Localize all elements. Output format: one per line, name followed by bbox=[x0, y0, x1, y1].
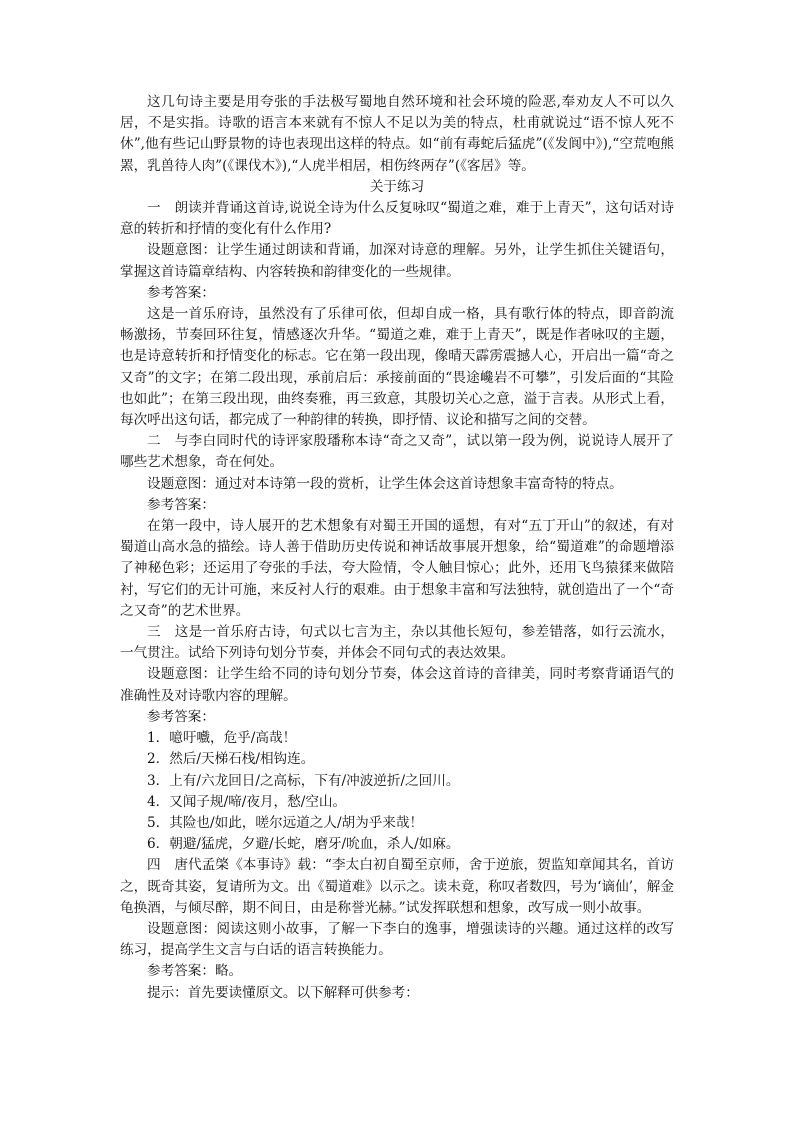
exercise-1-question: 一 朗读并背诵这首诗,说说全诗为什么反复咏叹“蜀道之难，难于上青天”，这句话对诗意的转折和抒情的变化有什么作用? bbox=[120, 200, 674, 238]
answer-line: 5．其险也/如此，嗟尔远道之人/胡为乎来哉！ bbox=[147, 814, 424, 831]
intro-paragraph: 这几句诗主要是用夸张的手法极写蜀地自然环境和社会环境的险恶,奉劝友人不可以久居，不是实指。诗歌的语言本来就有不惊人不足以为美的特点，杜甫就说过“语不惊人死不休”,他有些记山野景物的诗也表现出这样的特点。如“前有毒蛇后猛虎”(《发阆中》),“空荒咆熊罴，乳兽待人肉”(《课伐木》),“人虎半相居，相伤终两存”(《客居》等。 bbox=[120, 94, 674, 174]
exercise-2-answer-label: 参考答案： bbox=[147, 496, 215, 513]
exercise-2-intent: 设题意图：通过对本诗第一段的赏析，让学生体会这首诗想象丰富奇特的特点。 bbox=[147, 475, 623, 492]
exercise-1-answer-label: 参考答案： bbox=[147, 284, 215, 301]
document-page bbox=[120, 92, 674, 1004]
section-heading: 关于练习 bbox=[369, 178, 425, 195]
exercise-3-answer-label: 参考答案： bbox=[147, 708, 215, 725]
answer-line: 4．又闻子规/啼/夜月，愁/空山。 bbox=[147, 793, 347, 810]
exercise-1-intent: 设题意图：让学生通过朗读和背诵，加深对诗意的理解。另外，让学生抓住关键语句，掌握这首诗篇章结构、内容转换和韵律变化的一些规律。 bbox=[120, 242, 674, 280]
exercise-3-question: 三 这是一首乐府古诗，句式以七言为主，杂以其他长短句，参差错落，如行云流水，一气贯注。试给下列诗句划分节奏，并体会不同句式的表达效果。 bbox=[120, 624, 674, 662]
answer-line: 1．噫吁嚱，危乎/高哉！ bbox=[147, 730, 297, 747]
answer-line: 6．朝避/猛虎，夕避/长蛇，磨牙/吮血，杀人/如麻。 bbox=[147, 836, 460, 853]
answer-line: 2．然后/天梯石栈/相钩连。 bbox=[147, 751, 315, 768]
exercise-1-answer: 这是一首乐府诗，虽然没有了乐律可依，但却自成一格，具有歌行体的特点，即音韵流畅激扬，节奏回环往复，情感逐次升华。“蜀道之难，难于上青天”，既是作者咏叹的主题，也是诗意转折和抒情变化的标志。它在第一段出现，像晴天霹雳震撼人心，开启出一篇“奇之又奇”的文字；在第二段出现，承前启后：承接前面的“畏途巉岩不可攀”，引发后面的“其险也如此”；在第三段出现，曲终奏雅，再三致意，其殷切关心之意，溢于言表。从形式上看，每次呼出这句话，都完成了一种韵律的转换，即抒情、议论和描写之间的交替。 bbox=[120, 306, 674, 429]
exercise-4-question: 四 唐代孟棨《本事诗》载：“李太白初自蜀至京师，舍于逆旅，贺监知章闻其名，首访之，既奇其姿，复请所为文。出《蜀道难》以示之。读未竟，称叹者数四，号为‘谪仙’，解金龟换酒，与倾尽醉，期不间日，由是称誉光赫。”试发挥联想和想象，改写成一则小故事。 bbox=[120, 857, 674, 916]
exercise-4-hint: 提示：首先要读懂原文。以下解释可供参考： bbox=[147, 984, 419, 1001]
exercise-3-intent: 设题意图：让学生给不同的诗句划分节奏，体会这首诗的音律美，同时考察背诵语气的准确性及对诗歌内容的理解。 bbox=[120, 666, 674, 704]
exercise-2-question: 二 与李白同时代的诗评家殷璠称本诗“奇之又奇”，试以第一段为例，说说诗人展开了哪些艺术想象，奇在何处。 bbox=[120, 433, 674, 471]
exercise-4-intent: 设题意图：阅读这则小故事，了解一下李白的逸事，增强读诗的兴趣。通过这样的改写练习，提高学生文言与白话的语言转换能力。 bbox=[120, 920, 674, 959]
exercise-4-answer: 参考答案：略。 bbox=[147, 963, 243, 980]
answer-line: 3．上有/六龙回日/之高标，下有/冲波逆折/之回川。 bbox=[147, 772, 460, 789]
exercise-2-answer: 在第一段中，诗人展开的艺术想象有对蜀王开国的遥想，有对“五丁开山”的叙述，有对蜀道山高水急的描绘。诗人善于借助历史传说和神话故事展开想象，给“蜀道难”的命题增添了神秘色彩；还运用了夸张的手法，夸大险情，令人触目惊心；此外，还用飞鸟猿猱来做陪衬，写它们的无计可施，来反衬人行的艰难。由于想象丰富和写法独特，就创造出了一个“奇之又奇”的艺术世界。 bbox=[120, 518, 674, 619]
